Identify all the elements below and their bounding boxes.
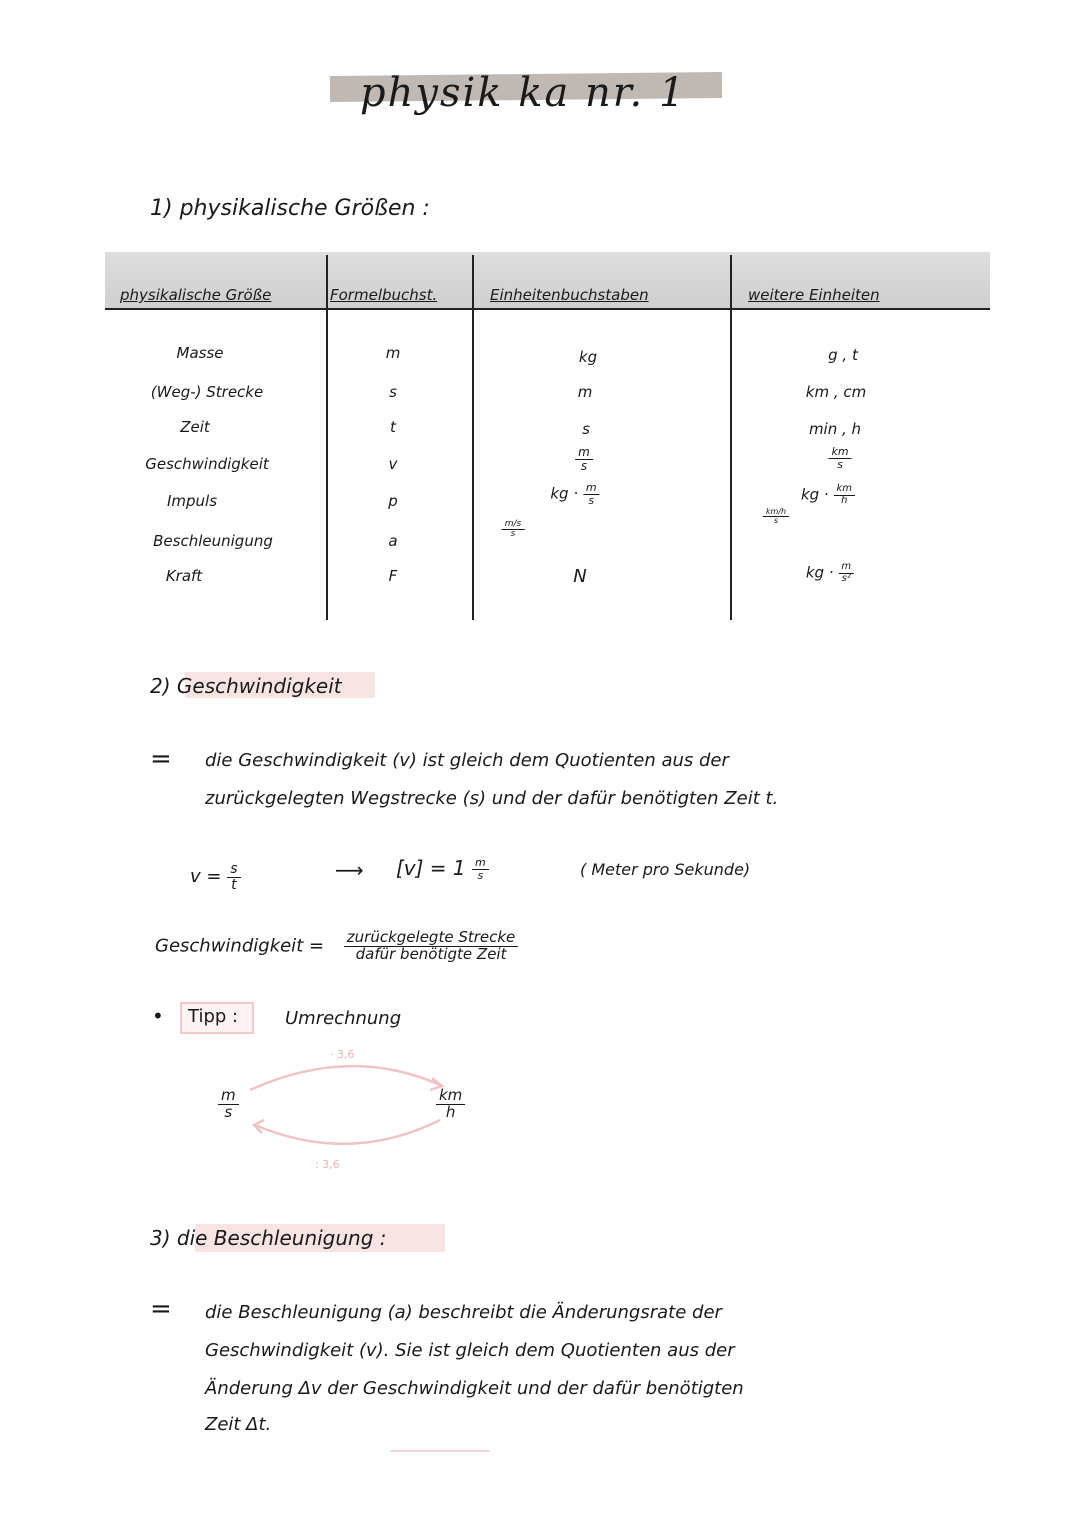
row-geschwindigkeit-unit: $\frac{m}{s}$ [575,446,593,472]
s2-word-formula: Geschwindigkeit = $\frac{\text{zurückgelegte Strecke}}{\text{dafür benötigte Zeit}}$ [155,930,518,963]
row-kraft-unit: N [573,566,587,587]
row-zeit-symbol: t [390,418,396,436]
table-header-quantity: physikalische Größe [120,286,272,304]
table-divider-2 [472,255,474,620]
row-impuls-more: kg · $\frac{km}{h}$ [801,484,855,506]
row-beschleunigung-symbol: a [388,532,398,550]
row-strecke-more: km , cm [805,383,867,401]
conv-top-label: · 3,6 [330,1048,355,1061]
table-header-more-units: weitere Einheiten [748,286,880,304]
row-masse-more: g , t [828,346,858,364]
row-zeit-more: min , h [808,420,862,438]
conv-bottom-label: : 3,6 [315,1158,340,1171]
s2-equiv-sign: = [150,744,172,774]
row-beschleunigung-more: $\frac{km/h}{s}$ [763,508,789,526]
row-geschwindigkeit-more: $\frac{km}{s}$ [828,446,851,470]
row-kraft-symbol: F [388,567,398,585]
s3-def-line-2: Geschwindigkeit (v). Sie ist gleich dem Quotienten aus der [205,1340,735,1361]
row-strecke-symbol: s [389,383,397,401]
row-geschwindigkeit-name: Geschwindigkeit [145,455,269,473]
row-beschleunigung-name: Beschleunigung [153,532,273,550]
s3-def-line-1: die Beschleunigung (a) beschreibt die Änderungsrate der [205,1302,722,1323]
row-geschwindigkeit-symbol: v [388,455,398,473]
row-masse-name: Masse [176,344,224,362]
table-divider-1 [326,255,328,620]
section-2-heading: 2) Geschwindigkeit [150,674,342,698]
tipp-text: Umrechnung [285,1008,402,1029]
table-header-symbol: Formelbuchst. [330,286,438,304]
row-impuls-unit: kg · $\frac{m}{s}$ [550,482,599,506]
s3-underline-mark [390,1450,490,1452]
s2-unit-formula: [v] = 1 $\frac{m}{s}$ [396,856,489,882]
s2-def-line-1: die Geschwindigkeit (v) ist gleich dem Quotienten aus der [205,750,729,771]
row-impuls-name: Impuls [166,492,218,510]
conv-left-unit: $\frac{m}{s}$ [218,1088,239,1121]
s3-def-line-3: Änderung Δv der Geschwindigkeit und der dafür benötigten [205,1378,744,1399]
table-header-unit: Einheitenbuchstaben [490,286,649,304]
row-masse-symbol: m [385,344,401,362]
s3-equiv-sign: = [150,1294,172,1324]
row-beschleunigung-unit: $\frac{m/s}{s}$ [502,520,525,540]
conv-right-unit: $\frac{km}{h}$ [436,1088,465,1121]
s2-unit-note: ( Meter pro Sekunde) [580,860,751,879]
row-kraft-name: Kraft [165,567,203,585]
s2-formula: v = $\frac{s}{t}$ [190,862,241,892]
page-title: physik ka nr. 1 [360,70,687,116]
row-zeit-name: Zeit [180,418,210,436]
row-zeit-unit: s [582,420,590,438]
s2-def-line-2: zurückgelegten Wegstrecke (s) und der dafür benötigten Zeit t. [205,788,779,809]
table-header-rule [105,308,990,310]
s3-def-line-4: Zeit Δt. [205,1414,272,1435]
row-strecke-unit: m [577,383,593,401]
row-masse-unit: kg [578,348,598,366]
s2-arrow: ⟶ [335,858,364,882]
row-strecke-name: (Weg-) Strecke [150,383,264,401]
row-impuls-symbol: p [388,492,398,510]
tipp-label: Tipp : [188,1006,239,1027]
section-3-heading: 3) die Beschleunigung : [150,1226,387,1250]
section-1-heading: 1) physikalische Größen : [150,196,430,221]
table-divider-3 [730,255,732,620]
row-kraft-more: kg · $\frac{m}{\text{s²}}$ [806,562,854,584]
s2-bullet: • [152,1004,164,1028]
